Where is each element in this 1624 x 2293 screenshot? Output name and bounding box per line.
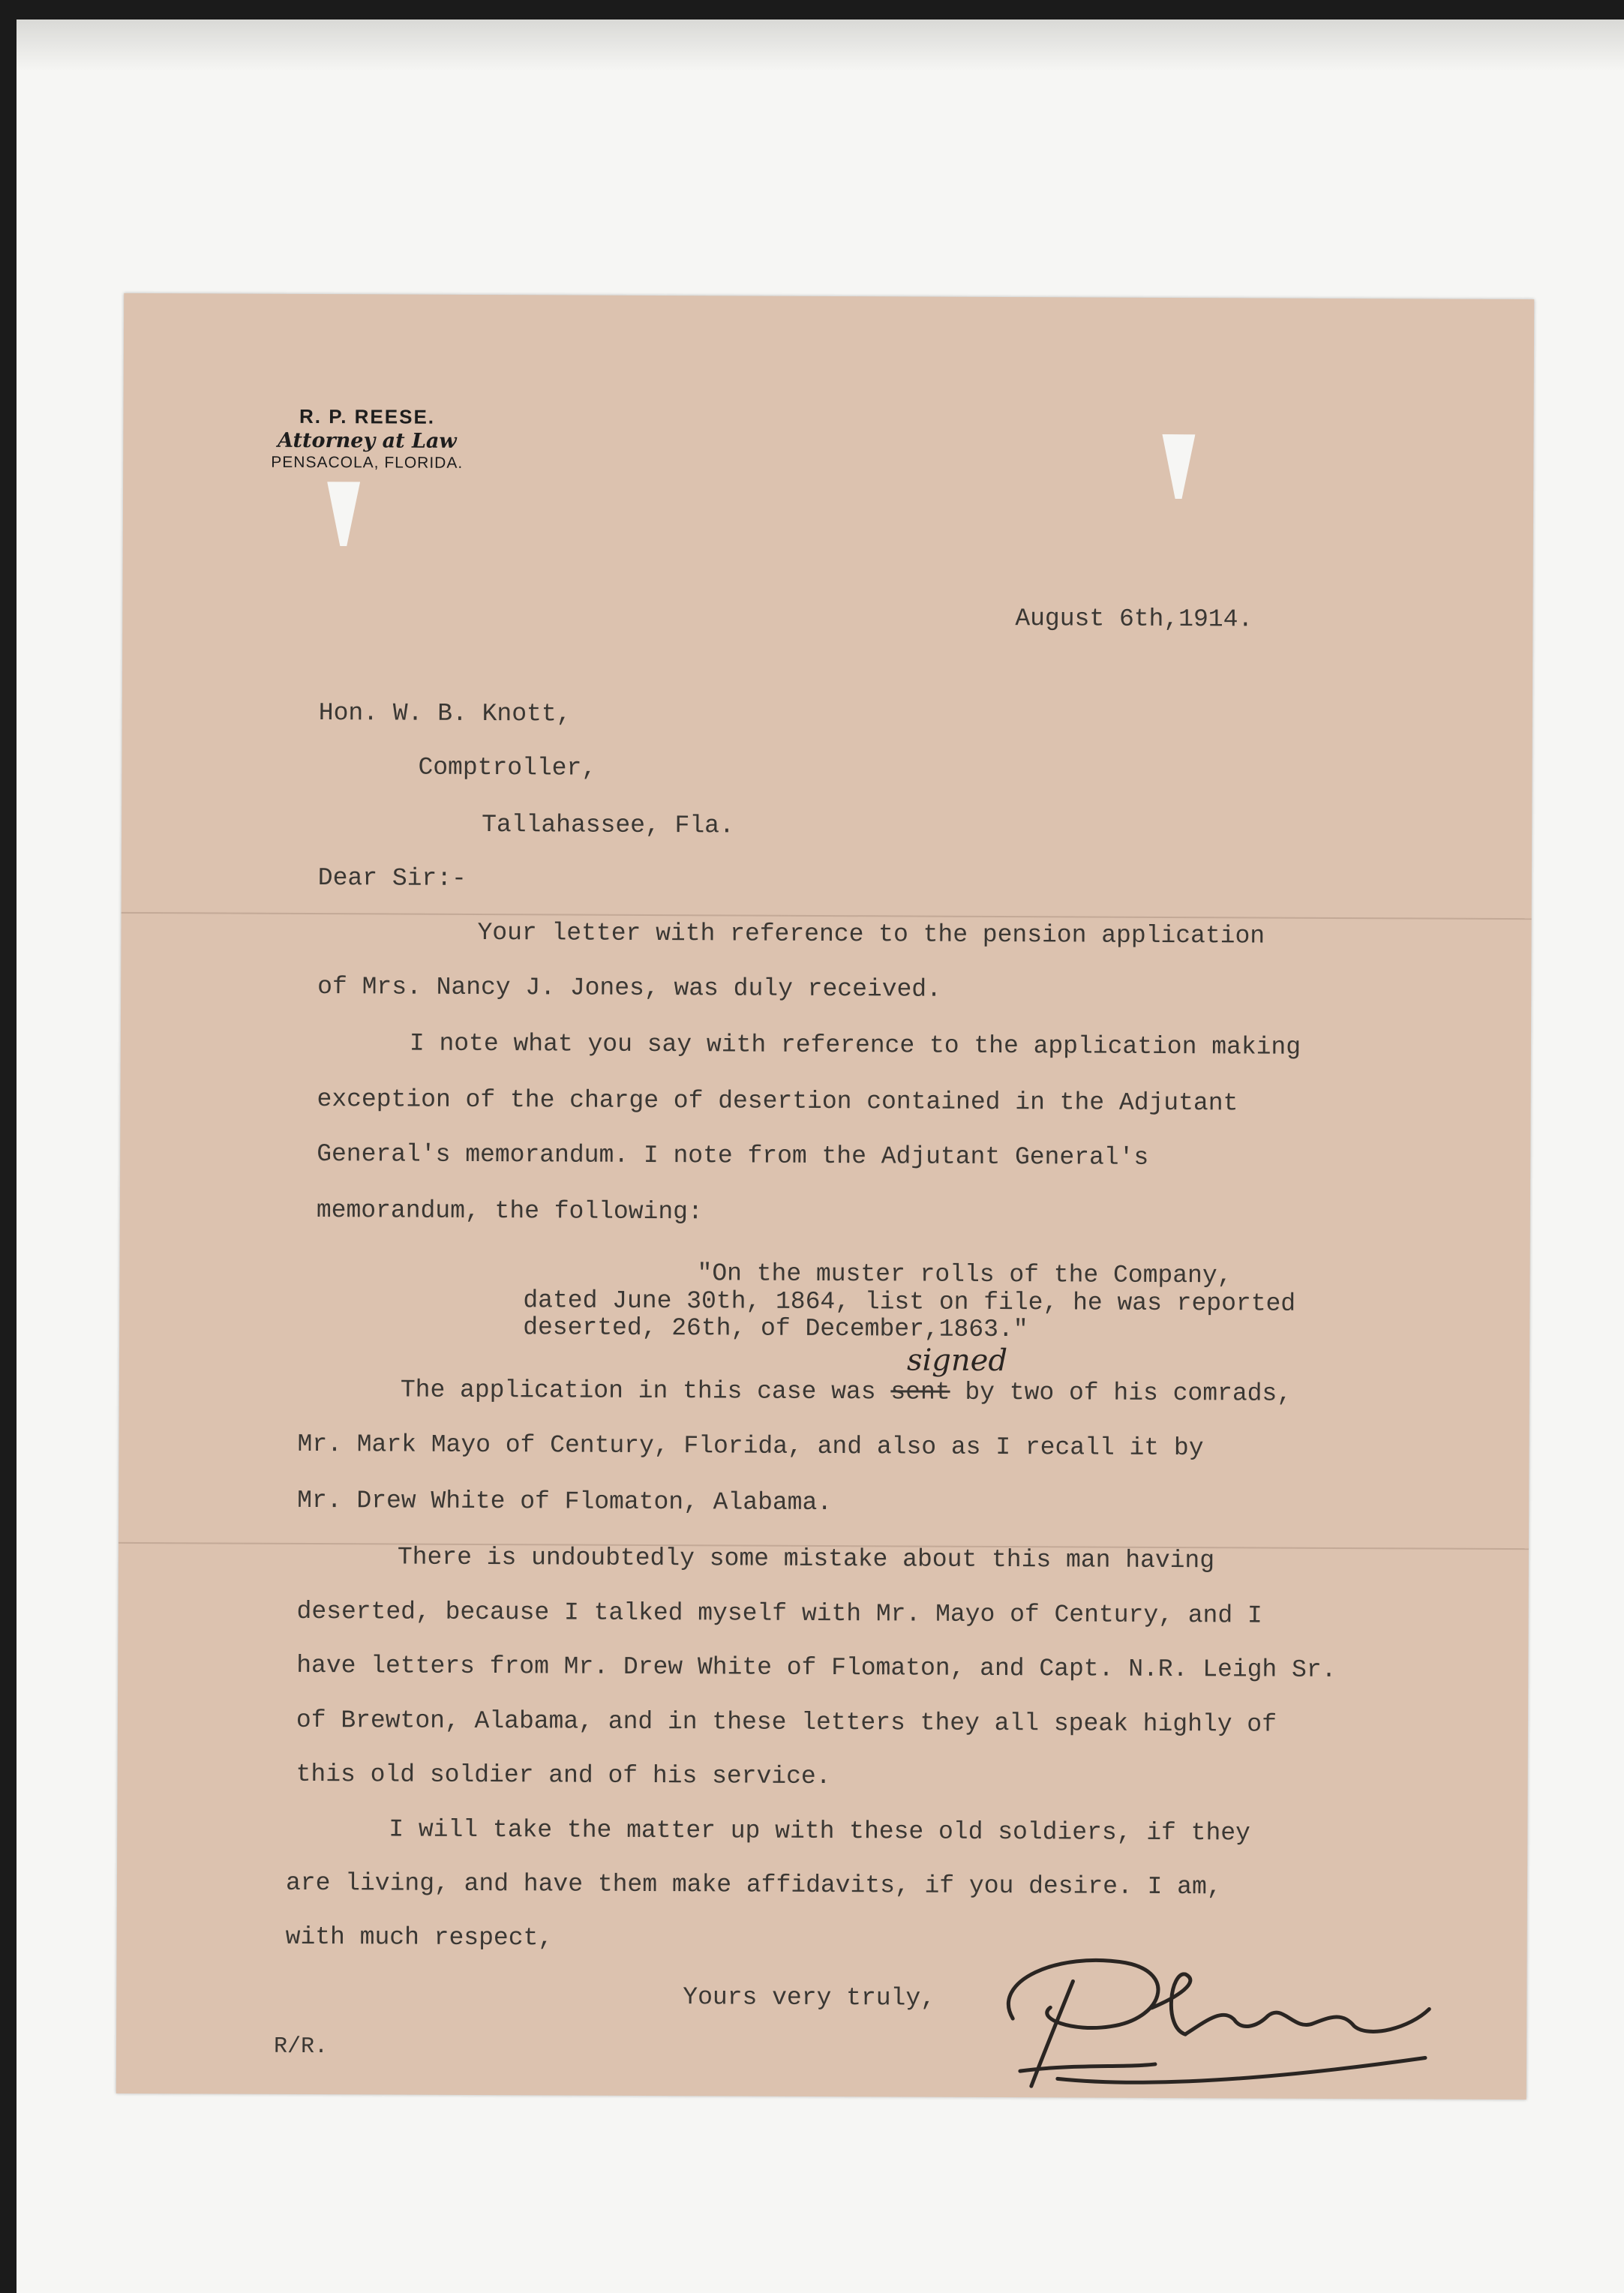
letter-date: August 6th,1914. <box>1015 605 1253 634</box>
body-line: this old soldier and of his service. <box>296 1760 831 1791</box>
letterhead <box>254 405 479 473</box>
letterhead-name: R. P. REESE. <box>299 404 436 428</box>
body-line: General's memorandum. I note from the Adjutant General's <box>317 1140 1149 1172</box>
body-line: of Mrs. Nancy J. Jones, was duly received. <box>317 973 942 1004</box>
body-line: I note what you say with reference to the application making <box>409 1029 1301 1061</box>
body-line: Mr. Drew White of Flomaton, Alabama. <box>297 1486 833 1517</box>
body-line: exception of the charge of desertion contained in the Adjutant <box>317 1085 1238 1118</box>
address-line-3: Tallahassee, Fla. <box>482 810 734 840</box>
salutation: Dear Sir:- <box>317 864 467 893</box>
body-line: of Brewton, Alabama, and in these letters they all speak highly of <box>296 1706 1277 1739</box>
address-line-1: Hon. W. B. Knott, <box>318 699 572 728</box>
letterhead-title: Attorney at Law <box>277 428 457 453</box>
punch-hole-right <box>1162 434 1195 499</box>
body-text: The application in this case was <box>400 1376 876 1406</box>
body-line: Your letter with reference to the pension application <box>477 918 1265 950</box>
body-line: There is undoubtedly some mistake about this man having <box>397 1543 1215 1575</box>
body-line: memorandum, the following: <box>316 1196 703 1226</box>
body-line: have letters from Mr. Drew White of Flomaton, and Capt. N.R. Leigh Sr. <box>296 1651 1337 1684</box>
quote-line: "On the muster rolls of the Company, <box>697 1259 1232 1290</box>
body-line <box>401 1376 1292 1408</box>
body-line: with much respect, <box>285 1922 554 1952</box>
typist-initials: R/R. <box>273 2033 329 2060</box>
scan-edge-left <box>0 0 17 2293</box>
body-line: are living, and have them make affidavits, if you desire. I am, <box>285 1868 1222 1901</box>
quote-line: dated June 30th, 1864, list on file, he was reported <box>523 1286 1296 1318</box>
letterhead-city: PENSACOLA, FLORIDA. <box>271 453 464 472</box>
letter-paper <box>116 293 1534 2099</box>
punch-hole-left <box>327 482 360 546</box>
struck-word: sent <box>890 1378 950 1406</box>
fold-line-upper <box>122 912 1532 920</box>
handwritten-insertion: signed <box>906 1343 1008 1379</box>
body-line: I will take the matter up with these old soldiers, if they <box>389 1815 1250 1847</box>
quote-line: deserted, 26th, of December,1863." <box>523 1313 1028 1344</box>
body-line: Mr. Mark Mayo of Century, Florida, and also as I recall it by <box>297 1430 1204 1463</box>
closing: Yours very truly, <box>683 1983 936 2012</box>
address-line-2: Comptroller, <box>418 753 597 782</box>
signature <box>960 1936 1441 2103</box>
scan-edge-top <box>0 0 1624 20</box>
body-line: deserted, because I talked myself with Mr. Mayo of Century, and I <box>296 1597 1262 1630</box>
body-text: by two of his comrads, <box>965 1378 1292 1408</box>
scan-shadow <box>17 20 1624 72</box>
